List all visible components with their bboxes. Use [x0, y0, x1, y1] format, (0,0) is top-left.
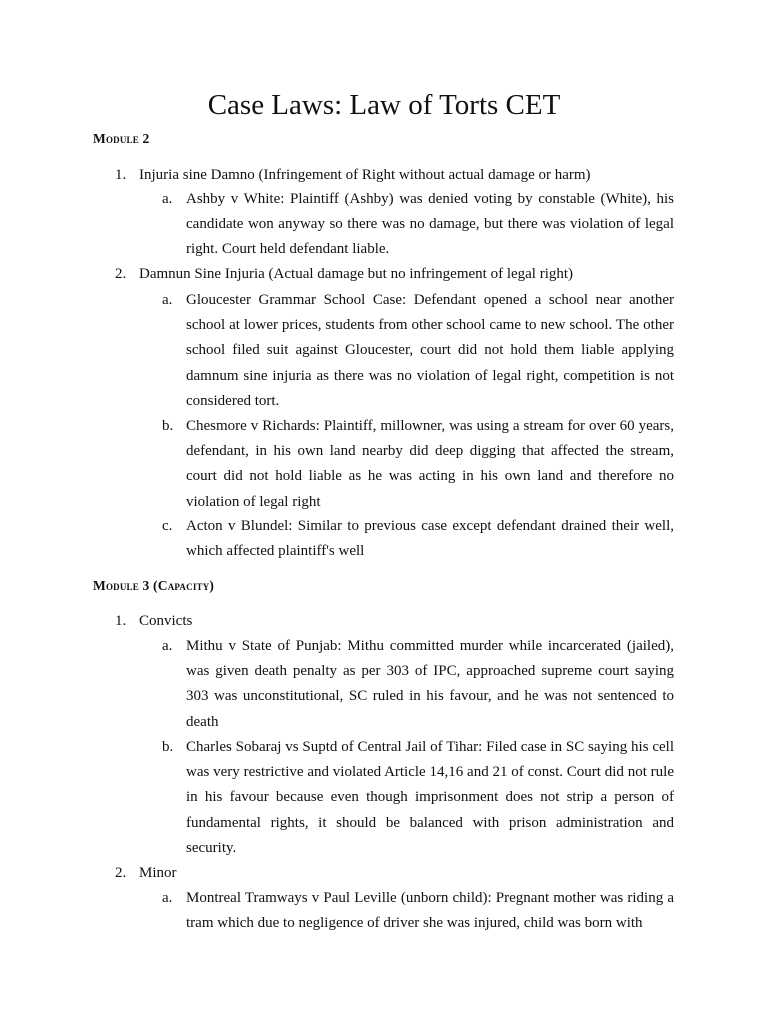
topic-title: Damnun Sine Injuria (Actual damage but no infringement of legal right)	[139, 266, 574, 282]
case-acton-v-blundel	[162, 514, 674, 564]
topic-title: Minor	[139, 865, 177, 881]
topic-injuria-sine-damno	[115, 163, 591, 188]
case-text: Gloucester Grammar School Case: Defendant opened a school near another school at lower prices, students from other school came to new school. The other school filed suit against Gloucester, court did not hold them liable applying damnum sine injuria as there was no violation of legal right, competition is not considered tort.	[186, 292, 674, 409]
module-heading-3: Module 3 (Capacity)	[93, 578, 215, 593]
topic-convicts	[115, 609, 192, 634]
case-letter: a.	[162, 890, 173, 906]
case-letter: a.	[162, 292, 173, 308]
case-text: Ashby v White: Plaintiff (Ashby) was denied voting by constable (White), his candidate won anyway so there was no damage, but there was violation of legal right. Court held defendant liable.	[186, 191, 674, 258]
topic-number: 1.	[115, 167, 127, 183]
case-text: Charles Sobaraj vs Suptd of Central Jail of Tihar: Filed case in SC saying his cell was very restrictive and violated Article 14,16 and 21 of const. Court did not rule in his favour because even though imprisonment does not strip a person of fundamental rights, it should be balanced with prison administration and security.	[186, 739, 674, 856]
topic-number: 2.	[115, 865, 127, 881]
case-ashby-v-white	[162, 187, 674, 263]
case-text: Chesmore v Richards: Plaintiff, millowner, was using a stream for over 60 years, defendant, in his own land nearby did deep digging that affected the stream, court did not hold liable as he was acting in his own land and therefore no violation of legal right	[186, 418, 674, 510]
document-title: Case Laws: Law of Torts CET	[207, 89, 561, 121]
case-letter: b.	[162, 418, 174, 434]
case-text: Acton v Blundel: Similar to previous case except defendant drained their well, which affected plaintiff's well	[186, 518, 674, 560]
case-letter: c.	[162, 518, 173, 534]
case-charles-sobaraj	[162, 735, 674, 861]
case-gloucester-grammar-school	[162, 288, 674, 414]
topic-number: 2.	[115, 266, 127, 282]
case-text: Montreal Tramways v Paul Leville (unborn child): Pregnant mother was riding a tram which due to negligence of driver she was injured, child was born with	[186, 890, 674, 932]
case-montreal-tramways	[162, 886, 674, 936]
module-heading-2: Module 2	[93, 131, 150, 146]
case-text: Mithu v State of Punjab: Mithu committed murder while incarcerated (jailed), was given death penalty as per 303 of IPC, approached supreme court saying 303 was unconstitutional, SC ruled in his favour, and he was not sentenced to death	[186, 638, 674, 730]
topic-minor	[115, 861, 177, 886]
case-mithu-v-state-of-punjab	[162, 634, 674, 735]
case-chesmore-v-richards	[162, 414, 674, 515]
topic-title: Convicts	[139, 613, 193, 629]
case-letter: a.	[162, 191, 173, 207]
topic-damnun-sine-injuria	[115, 262, 573, 287]
topic-number: 1.	[115, 613, 127, 629]
topic-title: Injuria sine Damno (Infringement of Right without actual damage or harm)	[139, 167, 591, 183]
case-letter: a.	[162, 638, 173, 654]
case-letter: b.	[162, 739, 174, 755]
